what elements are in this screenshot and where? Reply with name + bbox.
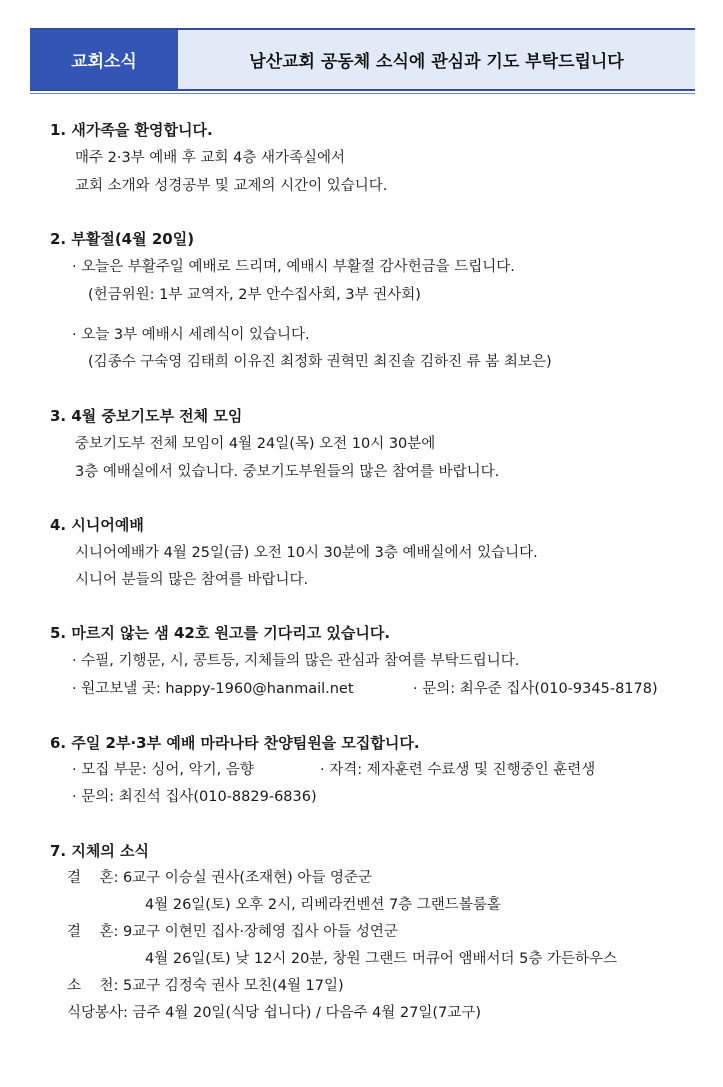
- section-2-line-3: · 오늘 3부 예배시 세례식이 있습니다.: [72, 327, 310, 343]
- header-title: 남산교회 공동체 소식에 관심과 기도 부탁드립니다: [178, 30, 695, 89]
- section-2-line-2: (헌금위원: 1부 교역자, 2부 안수집사회, 3부 권사회): [88, 287, 421, 303]
- section-7-line-6: 식당봉사: 금주 4월 20일(식당 쉽니다) / 다음주 4월 27일(7교구): [67, 1005, 481, 1021]
- section-6-categories: · 모집 부문: 싱어, 악기, 음향: [72, 762, 254, 778]
- section-2-title: 2. 부활절(4월 20일): [50, 230, 195, 248]
- section-1-line-2: 교회 소개와 성경공부 및 교제의 시간이 있습니다.: [75, 178, 388, 194]
- section-7-line-3: 결 혼: 9교구 이현민 집사·장혜영 집사 아들 성연군: [67, 924, 398, 940]
- section-3-line-1: 중보기도부 전체 모임이 4월 24일(목) 오전 10시 30분에: [75, 436, 436, 452]
- section-2-line-1: · 오늘은 부활주일 예배로 드리며, 예배시 부활절 감사헌금을 드립니다.: [72, 259, 515, 275]
- section-4-line-1: 시니어예배가 4월 25일(금) 오전 10시 30분에 3층 예배실에서 있습니다.: [75, 545, 538, 561]
- section-4-line-2: 시니어 분들의 많은 참여를 바랍니다.: [75, 572, 309, 588]
- section-7-title: 7. 지체의 소식: [50, 842, 150, 860]
- section-7-line-2: 4월 26일(토) 오후 2시, 리베라컨벤션 7층 그랜드볼룸홀: [145, 897, 501, 913]
- section-6-qualification: · 자격: 제자훈련 수료생 및 진행중인 훈련생: [320, 762, 596, 778]
- header-bottom-border: [30, 89, 695, 91]
- header-banner: [30, 28, 695, 90]
- section-7-line-5: 소 천: 5교구 김정숙 권사 모친(4월 17일): [67, 978, 344, 994]
- header-tag: 교회소식: [30, 30, 178, 89]
- section-6-title: 6. 주일 2부·3부 예배 마라나타 찬양팀원을 모집합니다.: [50, 734, 420, 752]
- section-3-line-2: 3층 예배실에서 있습니다. 중보기도부원들의 많은 참여를 바랍니다.: [75, 464, 500, 480]
- section-5-email: · 원고보낼 곳: happy-1960@hanmail.net: [72, 681, 354, 697]
- section-1-title: 1. 새가족을 환영합니다.: [50, 121, 213, 139]
- header-bottom-border-thin: [30, 93, 695, 94]
- section-7-line-1: 결 혼: 6교구 이승실 권사(조재현) 아들 영준군: [67, 870, 373, 886]
- section-2-line-4: (김종수 구숙영 김태희 이유진 최정화 권혁민 최진솔 김하진 류 봄 최보은): [88, 354, 552, 370]
- section-3-title: 3. 4월 중보기도부 전체 모임: [50, 407, 243, 425]
- section-5-title: 5. 마르지 않는 샘 42호 원고를 기다리고 있습니다.: [50, 624, 391, 642]
- section-6-contact: · 문의: 최진석 집사(010-8829-6836): [72, 789, 317, 805]
- section-1-line-1: 매주 2·3부 예배 후 교회 4층 새가족실에서: [75, 150, 346, 166]
- section-5-line-1: · 수필, 기행문, 시, 콩트등, 지체들의 많은 관심과 참여를 부탁드립니다.: [72, 653, 520, 669]
- section-4-title: 4. 시니어예배: [50, 516, 144, 534]
- section-5-contact: · 문의: 최우준 집사(010-9345-8178): [413, 681, 658, 697]
- section-7-line-4: 4월 26일(토) 낮 12시 20분, 창원 그랜드 머큐어 앰배서더 5층 가든하우스: [145, 951, 617, 967]
